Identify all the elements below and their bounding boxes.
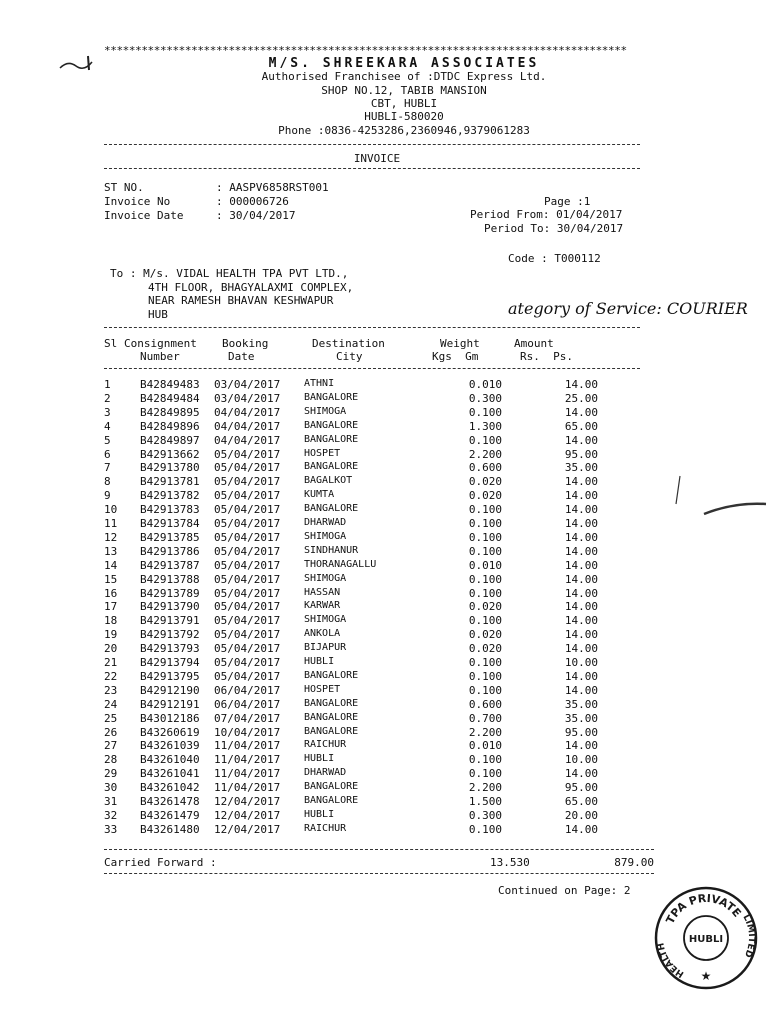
invoice-no-label: Invoice No [104,195,171,208]
weight-cell: 0.100 [468,822,502,836]
divider [104,368,640,369]
consignment-cell: B42913786 [140,544,200,558]
destination-city-cell: ATHNI [304,378,335,389]
consignment-cell: B42913790 [140,600,200,614]
carried-forward-label: Carried Forward : [104,856,217,869]
consignment-cell: B42849483 [140,378,200,391]
destination-city-cell: HUBLI [304,808,335,820]
booking-date-cell: 05/04/2017 [214,642,281,656]
consignment-cell: B42913794 [140,656,200,669]
sl-cell: 6 [104,447,111,461]
to-line-3: NEAR RAMESH BHAVAN KESHWAPUR [148,294,334,307]
col-sl: Sl [104,337,118,350]
weight-cell: 0.010 [468,378,502,391]
period-to: Period To: 30/04/2017 [484,222,624,235]
consignment-cell: B42849896 [140,419,200,433]
booking-date-cell: 05/04/2017 [214,544,281,558]
sl-cell: 21 [104,656,118,669]
continued-note: Continued on Page: 2 [498,884,631,897]
amount-cell: 14.00 [564,642,598,656]
consignment-cell: B43261040 [140,753,200,767]
destination-city-cell: HUBLI [304,753,335,765]
consignment-cell: B42913787 [140,558,200,572]
booking-date-cell: 06/04/2017 [214,697,281,711]
destination-city-cell: BAGALKOT [304,475,353,487]
weight-cell: 0.010 [468,558,502,572]
amount-cell: 14.00 [564,475,598,489]
sl-cell: 2 [104,391,111,405]
destination-city-cell: BANGALORE [304,503,359,515]
booking-date-cell: 05/04/2017 [214,600,281,614]
weight-cell: 0.100 [468,753,502,767]
destination-city-cell: RAICHUR [304,739,347,751]
weight-cell: 2.200 [468,781,502,795]
consignment-cell: B43012186 [140,711,200,725]
destination-city-cell: BANGALORE [304,433,359,445]
sl-cell: 17 [104,600,118,614]
booking-date-cell: 11/04/2017 [214,781,281,795]
amount-cell: 95.00 [564,725,598,739]
destination-city-cell: ANKOLA [304,628,341,640]
col-date: Date [228,350,255,363]
weight-cell: 0.600 [468,461,502,475]
consignment-cell: B43261479 [140,808,200,822]
consignment-cell: B42849484 [140,391,200,405]
amount-cell: 14.00 [564,669,598,683]
sl-cell: 5 [104,433,111,447]
amount-cell: 14.00 [564,558,598,572]
sl-cell: 7 [104,461,111,475]
seal-center-text: HUBLI [688,934,724,945]
col-rs-ps: Rs. Ps. [520,350,573,363]
amount-cell: 65.00 [564,419,598,433]
destination-city-cell: HOSPET [304,447,341,459]
to-line-2: 4TH FLOOR, BHAGYALAXMI COMPLEX, [148,281,354,294]
col-consignment: Consignment [124,337,197,350]
booking-date-cell: 03/04/2017 [214,391,281,405]
booking-date-cell: 05/04/2017 [214,628,281,642]
consignment-cell: B42913795 [140,669,200,683]
weight-cell: 0.100 [468,503,502,517]
sl-cell: 12 [104,530,118,544]
weight-cell: 0.100 [468,586,502,600]
consignment-cell: B43261478 [140,795,200,808]
weight-cell: 0.020 [468,600,502,614]
sl-cell: 9 [104,489,111,503]
col-booking: Booking [222,337,269,350]
booking-date-cell: 12/04/2017 [214,808,281,822]
invoice-date-value: : 30/04/2017 [216,209,296,222]
booking-date-cell: 11/04/2017 [214,739,281,753]
amount-cell: 25.00 [564,391,598,405]
amount-cell: 14.00 [564,628,598,642]
amount-cell: 14.00 [564,405,598,419]
col-kgs-gm: Kgs Gm [432,350,479,363]
destination-city-cell: BANGALORE [304,781,359,793]
booking-date-cell: 05/04/2017 [214,558,281,572]
weight-cell: 0.300 [468,391,502,405]
carried-forward-weight: 13.530 [490,856,530,869]
consignment-cell: B42913783 [140,503,200,517]
destination-city-cell: HUBLI [304,656,335,667]
sl-cell: 11 [104,517,118,530]
st-no-label: ST NO. [104,181,144,194]
consignment-cell: B42912191 [140,697,200,711]
consignment-cell: B42913784 [140,517,200,530]
amount-cell: 10.00 [564,656,598,669]
amount-cell: 14.00 [564,822,598,836]
page-number: Page :1 [544,195,591,208]
company-name: M/S. SHREEKARA ASSOCIATES [268,56,540,71]
amount-cell: 14.00 [564,378,598,391]
weight-cell: 0.100 [468,614,502,628]
amount-cell: 95.00 [564,781,598,795]
destination-city-cell: RAICHUR [304,822,347,834]
destination-city-cell: KARWAR [304,600,341,612]
col-number: Number [140,350,180,363]
weight-cell: 0.100 [468,683,502,697]
consignment-cell: B42913662 [140,447,200,461]
destination-city-cell: BANGALORE [304,711,359,723]
consignment-cell: B43260619 [140,725,200,739]
divider [104,168,640,169]
corner-scribble [58,52,98,75]
divider [104,327,640,328]
invoice-date-label: Invoice Date [104,209,184,222]
consignment-cell: B42913785 [140,530,200,544]
weight-cell: 0.020 [468,475,502,489]
destination-city-cell: BANGALORE [304,725,359,737]
column-header-row-1 [104,337,554,351]
sl-cell: 20 [104,642,118,656]
destination-city-cell: SHIMOGA [304,572,347,584]
sl-cell: 8 [104,475,111,489]
amount-cell: 35.00 [564,697,598,711]
column-header-row-2 [104,350,573,364]
weight-cell: 0.100 [468,767,502,781]
weight-cell: 0.100 [468,656,502,669]
destination-city-cell: SHIMOGA [304,614,347,626]
destination-city-cell: THORANAGALLU [304,558,377,570]
weight-cell: 0.100 [468,530,502,544]
sl-cell: 10 [104,503,118,517]
code: Code : T000112 [508,252,601,265]
consignment-cell: B42913791 [140,614,200,628]
amount-cell: 35.00 [564,711,598,725]
weight-cell: 0.010 [468,739,502,753]
weight-cell: 0.100 [468,433,502,447]
phone-line: Phone :0836-4253286,2360946,9379061283 [278,124,530,137]
weight-cell: 1.300 [468,419,502,433]
amount-cell: 14.00 [564,600,598,614]
weight-cell: 0.300 [468,808,502,822]
destination-city-cell: BANGALORE [304,391,359,403]
consignment-cell: B43261480 [140,822,200,836]
destination-city-cell: SINDHANUR [304,544,359,556]
consignment-cell: B43261039 [140,739,200,753]
seal-top-text: TPA PRIVATE [663,891,744,927]
star-border: ************************************************************************************ [104,44,627,57]
sl-cell: 16 [104,586,118,600]
booking-date-cell: 05/04/2017 [214,656,281,669]
weight-cell: 2.200 [468,447,502,461]
col-destination: Destination [312,337,385,350]
consignment-cell: B42849895 [140,405,200,419]
sl-cell: 15 [104,572,118,586]
seal-left-text: HEALTH [656,941,687,980]
sl-cell: 23 [104,683,118,697]
amount-cell: 95.00 [564,447,598,461]
booking-date-cell: 06/04/2017 [214,683,281,697]
divider [104,873,654,874]
address-line-3: HUBLI-580020 [364,110,444,123]
booking-date-cell: 05/04/2017 [214,503,281,517]
consignment-cell: B43261042 [140,781,200,795]
amount-cell: 35.00 [564,461,598,475]
booking-date-cell: 04/04/2017 [214,433,281,447]
destination-city-cell: BIJAPUR [304,642,347,654]
sl-cell: 4 [104,419,111,433]
sl-cell: 24 [104,697,118,711]
divider [104,849,654,850]
seal-right-text: LIMITED [740,913,757,959]
consignment-cell: B42913782 [140,489,200,503]
weight-cell: 0.020 [468,489,502,503]
to-line-4: HUB [148,308,168,321]
destination-city-cell: DHARWAD [304,517,347,528]
destination-city-cell: KUMTA [304,489,335,501]
amount-cell: 14.00 [564,572,598,586]
address-line-2: CBT, HUBLI [370,97,438,110]
weight-cell: 0.100 [468,405,502,419]
consignment-cell: B42913792 [140,628,200,642]
destination-city-cell: BANGALORE [304,697,359,709]
consignment-cell: B42913788 [140,572,200,586]
sl-cell: 27 [104,739,118,753]
amount-cell: 20.00 [564,808,598,822]
booking-date-cell: 04/04/2017 [214,419,281,433]
consignment-cell: B42849897 [140,433,200,447]
st-no-value: : AASPV6858RST001 [216,181,329,194]
franchise-line: Authorised Franchisee of :DTDC Express Ltd. [261,70,547,83]
carried-forward-row [104,856,654,870]
booking-date-cell: 04/04/2017 [214,405,281,419]
sl-cell: 31 [104,795,118,808]
sl-cell: 29 [104,767,118,781]
destination-city-cell: DHARWAD [304,767,347,779]
amount-cell: 14.00 [564,489,598,503]
amount-cell: 14.00 [564,739,598,753]
booking-date-cell: 05/04/2017 [214,614,281,628]
sl-cell: 3 [104,405,111,419]
destination-city-cell: BANGALORE [304,795,359,806]
booking-date-cell: 05/04/2017 [214,517,281,530]
weight-cell: 0.020 [468,642,502,656]
weight-cell: 0.100 [468,544,502,558]
weight-cell: 0.100 [468,572,502,586]
booking-date-cell: 12/04/2017 [214,822,281,836]
amount-cell: 14.00 [564,586,598,600]
booking-date-cell: 05/04/2017 [214,461,281,475]
weight-cell: 0.020 [468,628,502,642]
col-city: City [336,350,363,363]
sl-cell: 25 [104,711,118,725]
booking-date-cell: 05/04/2017 [214,586,281,600]
amount-cell: 14.00 [564,614,598,628]
booking-date-cell: 05/04/2017 [214,447,281,461]
col-weight: Weight [440,337,480,350]
consignment-cell: B42913781 [140,475,200,489]
destination-city-cell: BANGALORE [304,669,359,681]
weight-cell: 0.600 [468,697,502,711]
consignment-cell: B42913780 [140,461,200,475]
destination-city-cell: SHIMOGA [304,530,347,542]
category-of-service: ategory of Service: COURIER [508,299,748,318]
amount-cell: 14.00 [564,544,598,558]
booking-date-cell: 12/04/2017 [214,795,281,808]
booking-date-cell: 11/04/2017 [214,753,281,767]
col-amount: Amount [514,337,554,350]
sl-cell: 14 [104,558,118,572]
weight-cell: 0.100 [468,517,502,530]
sl-cell: 33 [104,822,118,836]
weight-cell: 2.200 [468,725,502,739]
booking-date-cell: 05/04/2017 [214,530,281,544]
weight-cell: 0.100 [468,669,502,683]
invoice-title: INVOICE [353,152,401,165]
weight-cell: 0.700 [468,711,502,725]
booking-date-cell: 03/04/2017 [214,378,281,391]
booking-date-cell: 07/04/2017 [214,711,281,725]
consignment-cell: B43261041 [140,767,200,781]
amount-cell: 14.00 [564,683,598,697]
sl-cell: 19 [104,628,118,642]
booking-date-cell: 05/04/2017 [214,475,281,489]
sl-cell: 30 [104,781,118,795]
sl-cell: 18 [104,614,118,628]
amount-cell: 14.00 [564,503,598,517]
consignment-cell: B42913789 [140,586,200,600]
period-from: Period From: 01/04/2017 [470,208,623,221]
booking-date-cell: 11/04/2017 [214,767,281,781]
pen-mark [674,474,768,523]
amount-cell: 14.00 [564,517,598,530]
destination-city-cell: SHIMOGA [304,405,347,417]
sl-cell: 28 [104,753,118,767]
carried-forward-amount: 879.00 [614,856,654,869]
invoice-no-value: : 000006726 [216,195,289,208]
company-seal [652,884,760,992]
star-icon: ★ [700,969,712,983]
sl-cell: 26 [104,725,118,739]
divider [104,144,640,145]
sl-cell: 32 [104,808,118,822]
amount-cell: 14.00 [564,767,598,781]
booking-date-cell: 05/04/2017 [214,669,281,683]
booking-date-cell: 10/04/2017 [214,725,281,739]
destination-city-cell: BANGALORE [304,419,359,431]
booking-date-cell: 05/04/2017 [214,572,281,586]
sl-cell: 1 [104,378,111,391]
amount-cell: 14.00 [564,530,598,544]
consignment-cell: B42912190 [140,683,200,697]
address-line-1: SHOP NO.12, TABIB MANSION [321,84,487,97]
sl-cell: 13 [104,544,118,558]
sl-cell: 22 [104,669,118,683]
booking-date-cell: 05/04/2017 [214,489,281,503]
amount-cell: 14.00 [564,433,598,447]
consignment-cell: B42913793 [140,642,200,656]
to-line-1: To : M/s. VIDAL HEALTH TPA PVT LTD., [110,267,349,280]
destination-city-cell: HOSPET [304,683,341,695]
destination-city-cell: HASSAN [304,586,341,598]
amount-cell: 65.00 [564,795,598,808]
weight-cell: 1.500 [468,795,502,808]
destination-city-cell: BANGALORE [304,461,359,473]
amount-cell: 10.00 [564,753,598,767]
